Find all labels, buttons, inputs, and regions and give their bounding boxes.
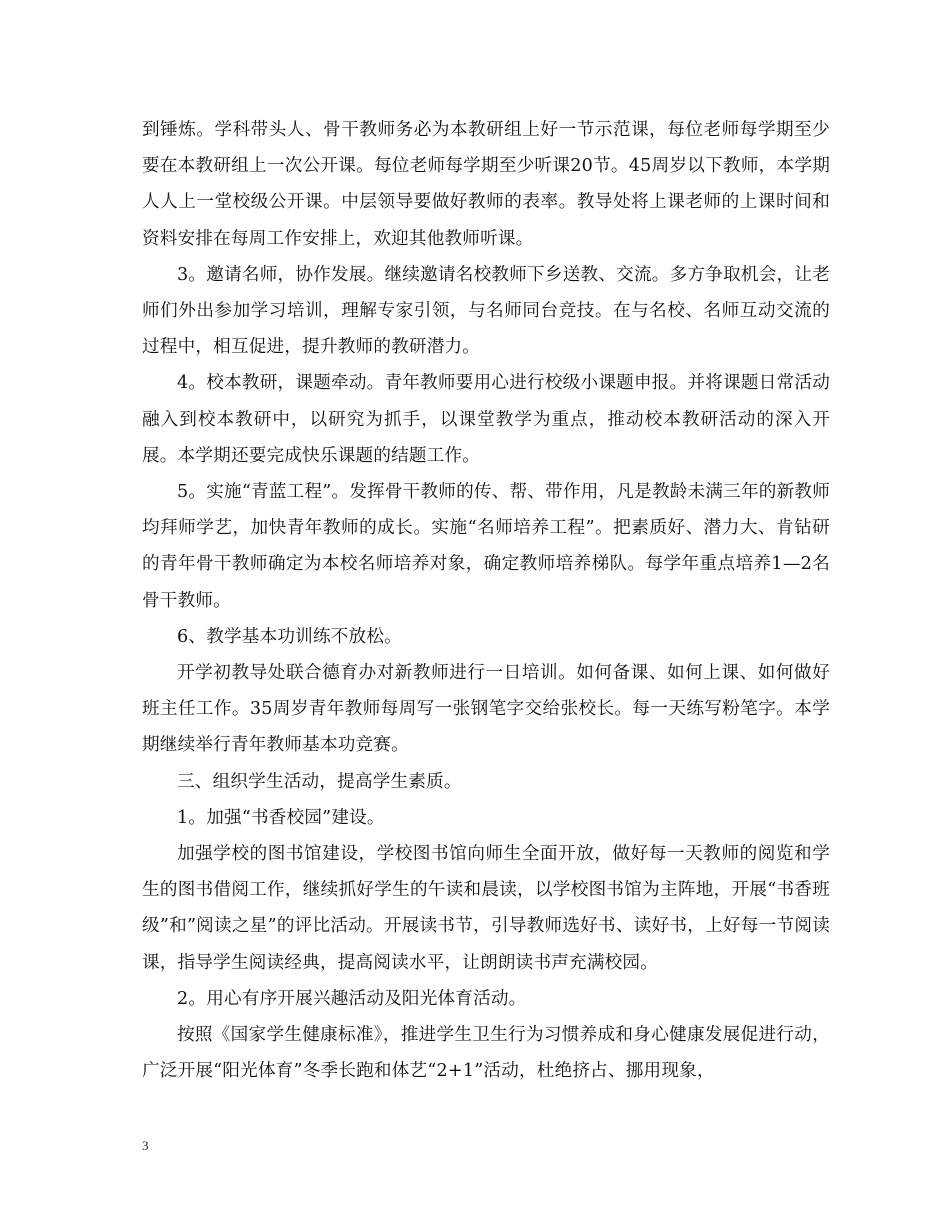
- paragraph-2: 3。邀请名师，协作发展。继续邀请名校教师下乡送教、交流。多方争取机会，让老师们外出参加学习培训，理解专家引领，与名师同台竞技。在与名校、名师互动交流的过程中，相互促进，提升教师的教研潜力。: [142, 264, 830, 358]
- document-body: [142, 112, 830, 1089]
- section-heading: 三、组织学生活动，提高学生素质。: [177, 771, 462, 792]
- paragraph-8: 1。加强“书香校园”建设。: [177, 807, 385, 828]
- page-number: 3: [142, 1138, 149, 1153]
- paragraph-5: 6、教学基本功训练不放松。: [177, 626, 402, 647]
- paragraph-4: 5。实施“青蓝工程”。发挥骨干教师的传、帮、带作用，凡是教龄未满三年的新教师均拜师学艺，加快青年教师的成长。实施“名师培养工程”。把素质好、潜力大、肯钻研的青年骨干教师确定为本校名师培养对象，确定教师培养梯队。每学年重点培养1—2名骨干教师。: [142, 482, 830, 611]
- paragraph-9: 加强学校的图书馆建设，学校图书馆向师生全面开放，做好每一天教师的阅览和学生的图书借阅工作，继续抓好学生的午读和晨读，以学校图书馆为主阵地，开展“书香班级”和”阅读之星”的评比活动。开展读书节，引导教师选好书、读好书，上好每一节阅读课，指导学生阅读经典，提高阅读水平，让朗朗读书声充满校园。: [142, 844, 830, 973]
- paragraph-1: 到锤炼。学科带头人、骨干教师务必为本教研组上好一节示范课，每位老师每学期至少要在本教研组上一次公开课。每位老师每学期至少听课20节。45周岁以下教师，本学期人人上一堂校级公开课。中层领导要做好教师的表率。教导处将上课老师的上课时间和资料安排在每周工作安排上，欢迎其他教师听课。: [142, 120, 830, 249]
- paragraph-6: 开学初教导处联合德育办对新教师进行一日培训。如何备课、如何上课、如何做好班主任工作。35周岁青年教师每周写一张钢笔字交给张校长。每一天练写粉笔字。本学期继续举行青年教师基本功竞赛。: [142, 663, 830, 756]
- paragraph-11: 按照《国家学生健康标准》，推进学生卫生行为习惯养成和身心健康发展促进行动，广泛开展“阳光体育”冬季长跑和体艺“2+1”活动，杜绝挤占、挪用现象，: [142, 1025, 830, 1082]
- paragraph-3: 4。校本教研，课题牵动。青年教师要用心进行校级小课题申报。并将课题日常活动融入到校本教研中，以研究为抓手，以课堂教学为重点，推动校本教研活动的深入开展。本学期还要完成快乐课题的结题工作。: [142, 373, 830, 466]
- paragraph-10: 2。用心有序开展兴趣活动及阳光体育活动。: [177, 988, 527, 1009]
